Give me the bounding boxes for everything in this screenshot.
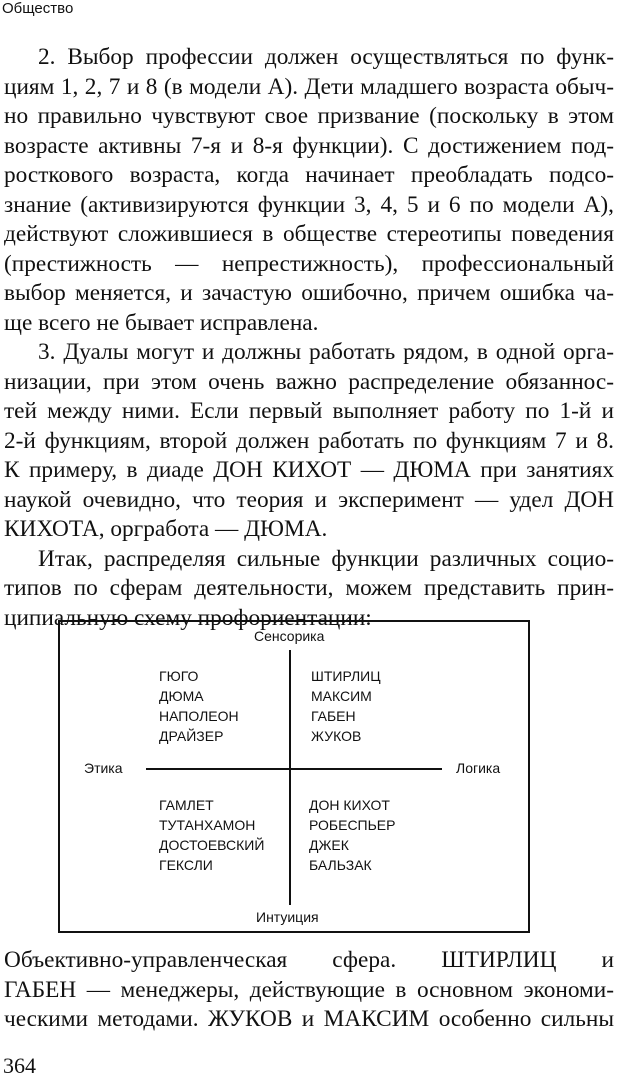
text-line: ГАБЕН — менеджеры, действующие в основном экономи- [4,976,614,1003]
page-number: 364 [3,1053,36,1078]
sociotype-label: ГАБЕН [311,708,356,724]
horizontal-axis [146,768,442,770]
text-line: росткового возраста, когда начинает преобладать подсо- [4,162,614,188]
running-head: Общество [2,0,74,17]
text-line: знание (активизируются функции 3, 4, 5 и 6 по модели А), [4,191,614,218]
text-line: но правильно чувствуют свое призвание (поскольку в этом [4,103,614,129]
text-line: (престижность — непрестижность), профессиональный [4,250,614,277]
text-line: 2-й функциям, второй должен работать по функциям 7 и 8. [4,427,614,454]
profession-orientation-diagram [58,620,530,933]
text-line: циям 1, 2, 7 и 8 (в модели А). Дети младшего возраста обыч- [4,73,614,100]
sociotype-label: ДЖЕК [309,837,349,853]
quadrant-bottom-right [309,795,395,875]
sociotype-label: РОБЕСПЬЕР [309,817,396,833]
text-line: 2. Выбор профессии должен осуществляться по функ- [38,44,614,70]
paragraph-3 [4,338,614,545]
logic-label: Логика [456,760,501,776]
quadrant-top-left [159,666,239,746]
sociotype-label: ГЕКСЛИ [159,857,213,873]
sociotype-label: ТУТАНХАМОН [159,817,256,833]
sociotype-label: НАПОЛЕОН [159,708,239,724]
sociotype-label: ГЮГО [159,668,199,684]
text-line: низации, при этом очень важно распределение обязаннос- [4,368,614,395]
text-line: выбор меняется, и зачастую ошибочно, причем ошибка ча- [4,280,614,306]
sociotype-label: МАКСИМ [311,688,372,704]
sensing-label: Сенсорика [254,628,325,644]
text-line: 3. Дуалы могут и должны работать рядом, в одной орга- [38,339,614,365]
text-line: действуют сложившиеся в обществе стереотипы поведения [4,221,614,247]
vertical-axis [289,650,291,905]
text-line: КИХОТА, оргработа — ДЮМА. [4,516,328,542]
text-line: К примеру, в диаде ДОН КИХОТ — ДЮМА при занятиях [4,457,614,483]
sociotype-label: ДЮМА [159,688,204,704]
text-line: наукой очевидно, что теория и эксперимент — удел ДОН [4,486,614,513]
text-line: возрасте активны 7-я и 8-я функции). С достижением под- [4,132,614,159]
sociotype-label: ДРАЙЗЕР [159,728,224,744]
quadrant-bottom-left [159,795,264,875]
text-line: ципиальную схему профориентации: [4,604,372,631]
quadrant-top-right [311,666,381,746]
body-text [4,43,614,633]
text-line: Объективно-управленческая сфера. ШТИРЛИЦ и [4,947,614,973]
intuition-label: Интуиция [256,909,319,925]
sociotype-label: ЖУКОВ [311,728,362,744]
sociotype-label: ДОН КИХОТ [309,797,390,813]
ethics-label: Этика [84,760,123,776]
text-line: ческими методами. ЖУКОВ и МАКСИМ особенно сильны [4,1006,614,1032]
text-line: ще всего не бывает исправлена. [4,309,319,336]
sociotype-label: ДОСТОЕВСКИЙ [159,837,265,853]
text-line: тей между ними. Если первый выполняет работу по 1-й и [4,398,614,424]
sociotype-label: ГАМЛЕТ [159,797,214,813]
text-line: типов по сферам деятельности, можем представить прин- [4,575,614,601]
paragraph-2 [4,43,614,338]
text-line: Итак, распределяя сильные функции различных социо- [38,545,614,572]
paragraph-5 [4,946,614,1035]
sociotype-label: БАЛЬЗАК [309,857,372,873]
sociotype-label: ШТИРЛИЦ [311,668,381,684]
